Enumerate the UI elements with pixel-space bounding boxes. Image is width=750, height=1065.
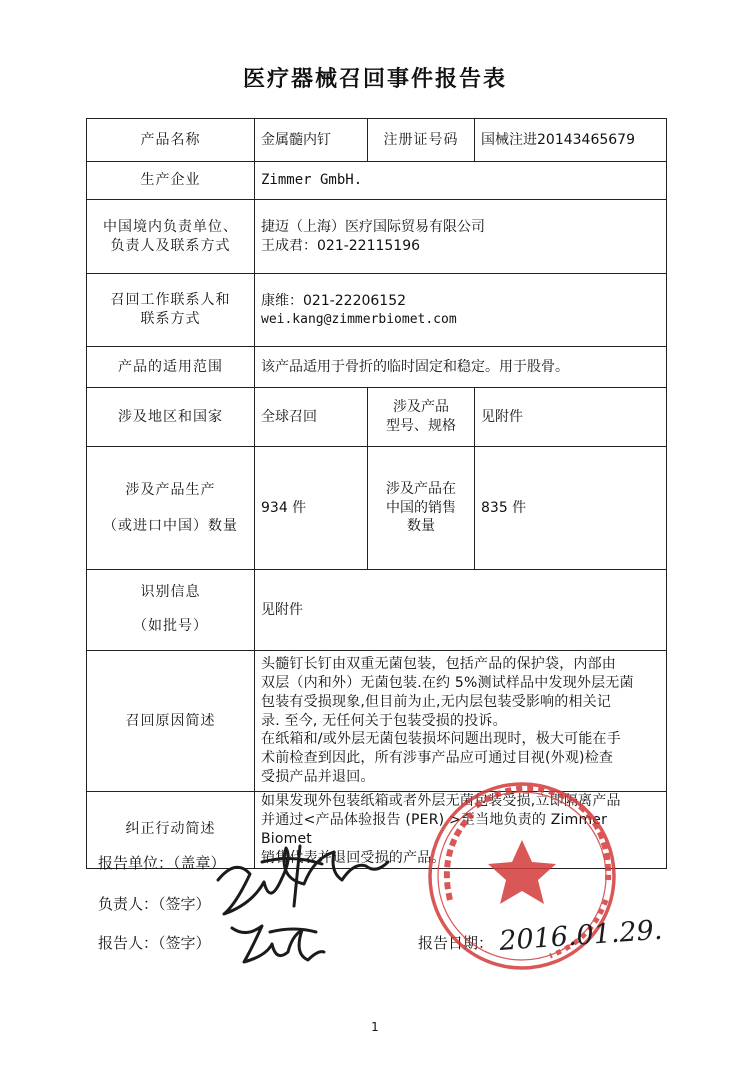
label-quantity-line2: （或进口中国）数量 [103, 518, 238, 534]
label-reason: 召回原因简述 [87, 651, 255, 792]
label-china-sales-line1: 涉及产品在 [386, 480, 456, 497]
footer-responsible-person: 负责人：（签字） [98, 895, 211, 913]
value-region: 全球召回 [255, 388, 368, 447]
footer-reporter: 报告人：（签字） [98, 934, 211, 952]
value-recall-contact-phone: 康维：021-22206152 [261, 292, 407, 309]
label-manufacturer: 生产企业 [87, 162, 255, 200]
label-scope: 产品的适用范围 [87, 347, 255, 388]
label-china-sales-line2: 中国的销售 [386, 499, 456, 516]
corrective-line: 销售代表并退回受损的产品。 [261, 849, 446, 866]
value-quantity: 934 件 [255, 447, 368, 570]
label-identification-line1: 识别信息 [140, 584, 201, 601]
value-china-agent-company: 捷迈（上海）医疗国际贸易有限公司 [261, 218, 485, 235]
label-quantity-line1: 涉及产品生产 [125, 481, 216, 498]
value-identification: 见附件 [255, 570, 667, 651]
footer-report-date-label: 报告日期： [418, 934, 494, 952]
value-registration-number: 国械注进20143465679 [475, 119, 667, 162]
reporter-signature [232, 926, 324, 962]
corrective-line: 如果发现外包装纸箱或者外层无菌包装受损,立即隔离产品 [261, 793, 621, 809]
reason-line: 包装有受损现象,但目前为止,无内层包装受影响的相关记 [261, 693, 612, 710]
page-number: 1 [371, 1020, 379, 1034]
value-scope: 该产品适用于骨折的临时固定和稳定。用于股骨。 [255, 347, 667, 388]
reason-line: 双层（内和外）无菌包装.在约 5%测试样品中发现外层无菌 [261, 674, 634, 691]
label-region: 涉及地区和国家 [87, 388, 255, 447]
label-china-sales-line3: 数量 [407, 518, 435, 535]
reason-line: 录. 至今, 无任何关于包装受损的投诉。 [261, 712, 507, 729]
reason-line: 在纸箱和/或外层无菌包装损坏问题出现时，极大可能在手 [261, 731, 621, 748]
label-recall-contact-line1: 召回工作联系人和 [110, 292, 231, 309]
responsible-signature [218, 846, 388, 914]
value-china-agent-contact: 王成君：021-22115196 [261, 237, 421, 254]
page-title: 医疗器械召回事件报告表 [242, 67, 507, 92]
corrective-line: 并通过<产品体验报告 (PER) >至当地负责的 Zimmer Biomet [261, 811, 608, 847]
label-china-agent-line2: 负责人及联系方式 [110, 237, 231, 254]
footer-report-unit: 报告单位：（盖章） [98, 854, 226, 872]
label-model-spec-line1: 涉及产品 [393, 399, 449, 416]
label-china-agent-line1: 中国境内负责单位、 [103, 218, 238, 235]
reason-line: 受损产品并退回。 [261, 769, 375, 786]
value-recall-contact-email: wei.kang@zimmerbiomet.com [261, 311, 457, 327]
label-model-spec-line2: 型号、规格 [386, 418, 456, 434]
label-corrective: 纠正行动简述 [87, 792, 255, 869]
label-registration-number: 注册证号码 [368, 119, 475, 162]
value-china-sales: 835 件 [475, 447, 667, 570]
handwritten-date: 2016.01.29. [498, 914, 664, 957]
value-manufacturer: Zimmer GmbH. [255, 162, 667, 200]
value-model-spec: 见附件 [475, 388, 667, 447]
reason-line: 术前检查到因此，所有涉事产品应可通过目视(外观)检查 [261, 750, 614, 767]
label-product-name: 产品名称 [87, 119, 255, 162]
value-product-name: 金属髓内钉 [255, 119, 368, 162]
reason-line: 头髓钉长钉由双重无菌包装，包括产品的保护袋，内部由 [261, 655, 616, 672]
label-recall-contact-line2: 联系方式 [140, 311, 201, 327]
label-identification-line2: （如批号） [133, 618, 208, 634]
